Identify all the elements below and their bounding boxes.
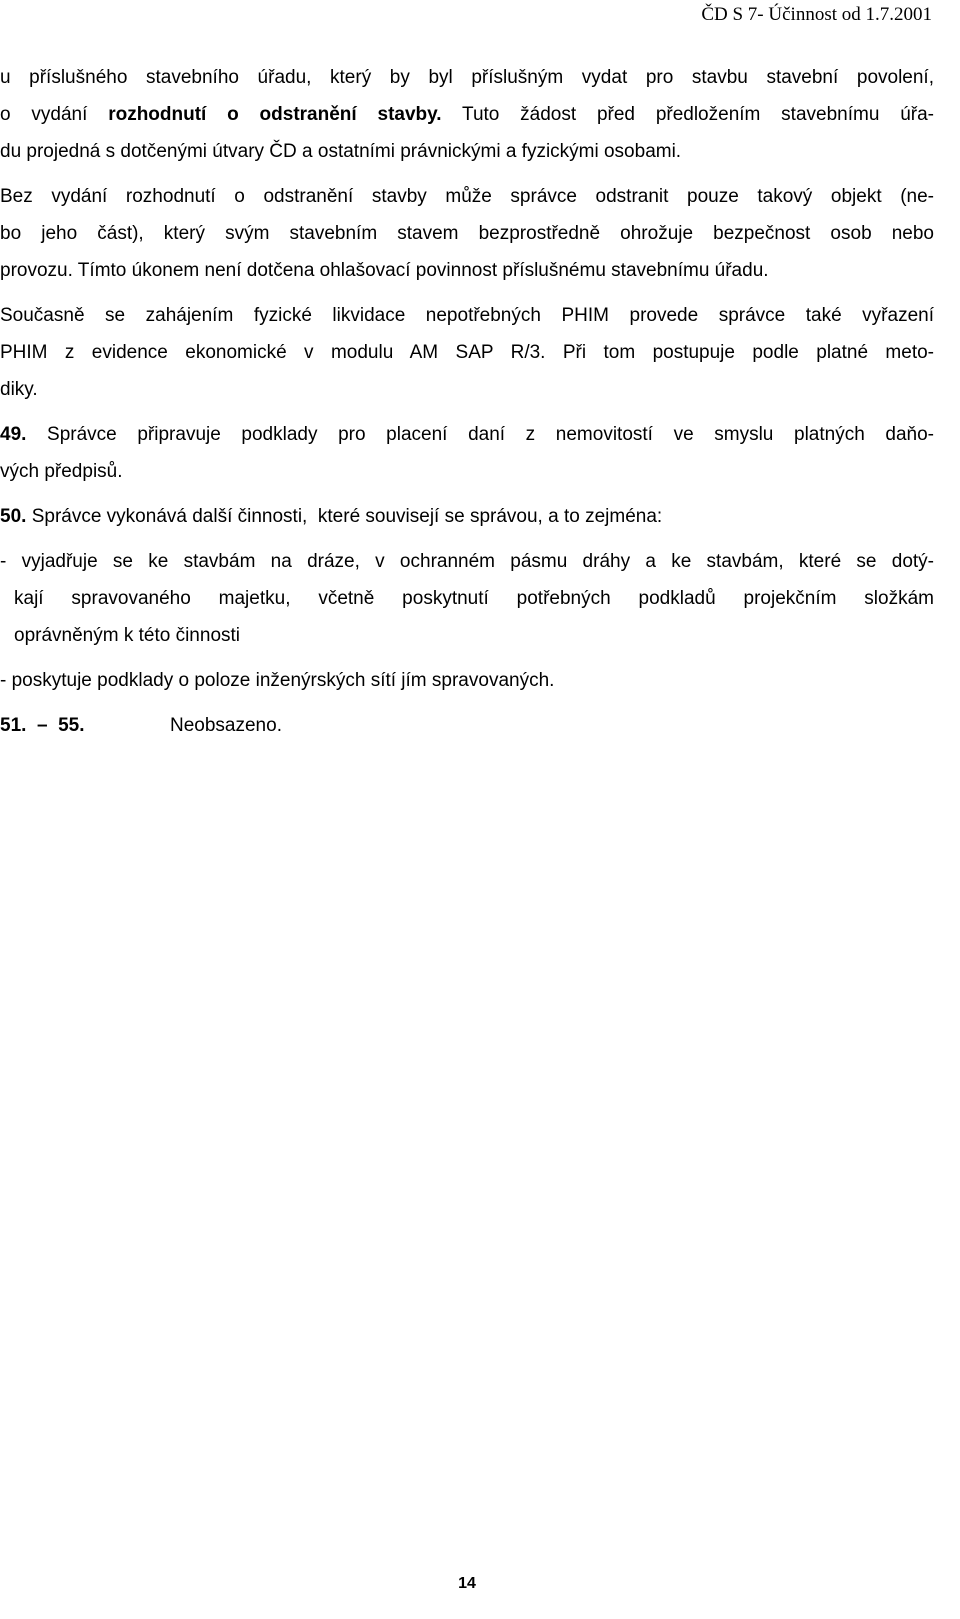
list-item-line: kají spravovaného majetku, včetně poskytnutí potřebných podkladů projekčním složkám: [14, 588, 934, 609]
paragraph-line: PHIM z evidence ekonomické v modulu AM SAP R/3. Při tom postupuje podle platné meto-: [0, 342, 934, 363]
page-number: 14: [458, 1575, 476, 1592]
text-run: Tuto žádost před předložením stavebnímu úřa-: [441, 104, 935, 125]
section-number: 50.: [0, 506, 27, 527]
paragraph-line: [0, 707, 934, 744]
section-number: 49.: [0, 424, 27, 445]
section-number: 51. – 55.: [0, 715, 85, 736]
paragraph-line: [0, 416, 934, 453]
list-item-line: - poskytuje podklady o poloze inženýrských sítí jím spravovaných.: [0, 670, 555, 691]
list-item-line: oprávněným k této činnosti: [14, 625, 241, 646]
paragraph-line: [0, 498, 934, 535]
text-run: Správce připravuje podklady pro placení daní z nemovitostí ve smyslu platných daňo-: [26, 424, 934, 445]
paragraph-line: Bez vydání rozhodnutí o odstranění stavby může správce odstranit pouze takový objekt (ne-: [0, 186, 934, 207]
page-header: ČD S 7- Účinnost od 1.7.2001: [701, 4, 932, 25]
list-item-line: - vyjadřuje se ke stavbám na dráze, v ochranném pásmu dráhy a ke stavbám, které se dotý-: [0, 551, 934, 572]
paragraph-line: diky.: [0, 379, 38, 400]
text-run: o vydání: [0, 104, 109, 125]
paragraph-line: bo jeho část), který svým stavebním stavem bezprostředně ohrožuje bezpečnost osob nebo: [0, 223, 934, 244]
paragraph-line: provozu. Tímto úkonem není dotčena ohlašovací povinnost příslušnému stavebnímu úřadu.: [0, 260, 769, 281]
text-run: Správce vykonává další činnosti, které souvisejí se správou, a to zejména:: [26, 506, 663, 527]
text-run: Neobsazeno.: [170, 715, 282, 736]
paragraph-line: [0, 96, 934, 133]
bold-phrase: rozhodnutí o odstranění stavby.: [108, 104, 442, 125]
paragraph-line: vých předpisů.: [0, 461, 123, 482]
paragraph-line: Současně se zahájením fyzické likvidace nepotřebných PHIM provede správce také vyřazení: [0, 305, 934, 326]
paragraph-line: u příslušného stavebního úřadu, který by byl příslušným vydat pro stavbu stavební povolení,: [0, 67, 934, 88]
document-body: [0, 59, 934, 744]
paragraph-line: du projedná s dotčenými útvary ČD a ostatními právnickými a fyzickými osobami.: [0, 141, 682, 162]
